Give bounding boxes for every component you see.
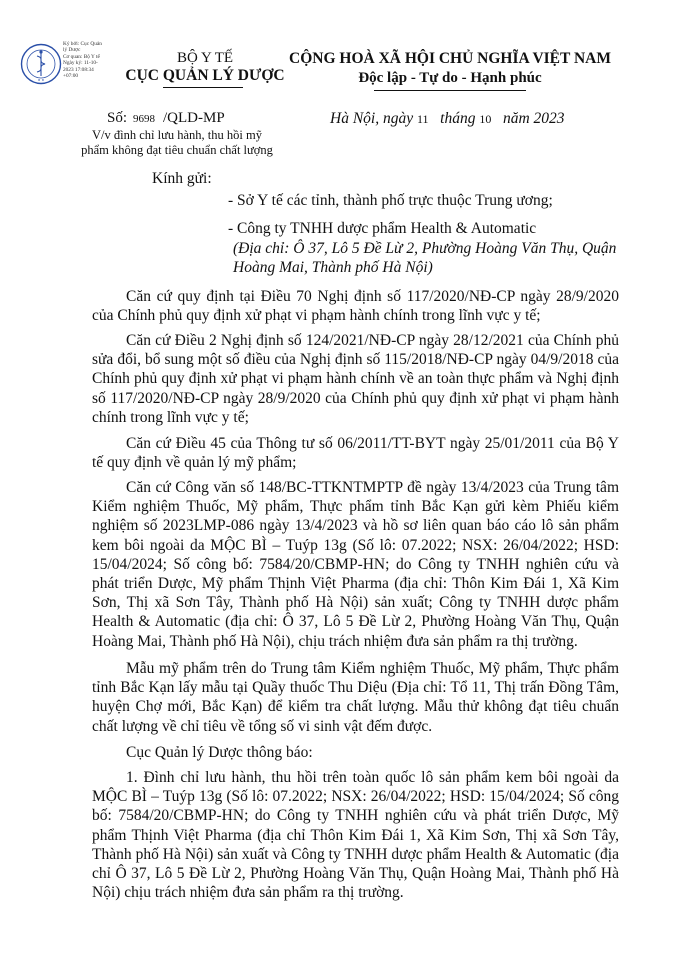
body-paragraph: Căn cứ Điều 2 Nghị định số 124/2021/NĐ-CP ngày 28/12/2021 của Chính phủ sửa đổi, bổ sung một số điều của Nghị định số 115/2018/NĐ-CP ngày 04/9/2018 của Chính phủ quy định xử phạt vi phạm hành chính về an toàn thực phẩm và Nghị định số 117/2020/NĐ-CP ngày 28/9/2020 của Chính phủ quy định xử phạt vi phạm hành chính trong lĩnh vực y tế; bbox=[92, 332, 619, 426]
signature-line: lý Dược bbox=[63, 47, 81, 54]
recipient-2-address: (Địa chỉ: Ô 37, Lô 5 Đề Lừ 2, Phường Hoàng Văn Thụ, Quận bbox=[233, 240, 617, 257]
signature-line: +07:00 bbox=[63, 73, 79, 80]
signature-line: Ký bởi: Cục Quản bbox=[63, 41, 102, 47]
recipient-2: - Công ty TNHH dược phẩm Health & Automatic bbox=[228, 220, 537, 237]
motto-underline bbox=[374, 90, 526, 91]
date-prefix: Hà Nội, ngày bbox=[330, 110, 414, 127]
doc-number-value: 9698 bbox=[133, 113, 156, 125]
body-paragraph: Căn cứ quy định tại Điều 70 Nghị định số 117/2020/NĐ-CP ngày 28/9/2020 của Chính phủ quy định xử phạt vi phạm hành chính trong lĩnh vực y tế; bbox=[92, 288, 619, 325]
country-title: CỘNG HOÀ XÃ HỘI CHỦ NGHĨA VIỆT NAM bbox=[289, 50, 611, 67]
svg-text:★ ★: ★ ★ bbox=[37, 78, 45, 82]
greeting: Kính gửi: bbox=[152, 170, 212, 187]
date-month: 10 bbox=[479, 112, 492, 126]
signature-line: 2023 17:08:34 bbox=[63, 66, 94, 73]
agency-seal-icon bbox=[20, 43, 62, 85]
recipient-2-address: Hoàng Mai, Thành phố Hà Nội) bbox=[233, 259, 433, 276]
body-paragraph: 1. Đình chỉ lưu hành, thu hồi trên toàn quốc lô sản phẩm kem bôi ngoài da MỘC BÌ – Tuýp 13g (Số lô: 07.2022; NSX: 26/04/2022; HSD: 15/04/2024; Số công bố: 7584/20/CBMP-HN; do Công ty TNHH nghiên cứu và phát triển Dược, Mỹ phẩm Thịnh Việt Pharma (địa chỉ Thôn Kim Đái 1, Xã Kim Sơn, Thị xã Sơn Tây, Thành phố Hà Nội) sản xuất và Công ty TNHH dược phẩm Health & Automatic (địa chỉ Ô 37, Lô 5 Đề Lừ 2, Phường Hoàng Văn Thụ, Quận Hoàng Mai, Thành phố Hà Nội) chịu trách nhiệm đưa sản phẩm ra thị trường. bbox=[92, 769, 619, 902]
date-year: năm 2023 bbox=[502, 110, 565, 127]
subject bbox=[72, 128, 282, 158]
subject-line: V/v đình chỉ lưu hành, thu hồi mỹ bbox=[92, 128, 262, 142]
document-number bbox=[107, 110, 225, 127]
doc-number-code: /QLD-MP bbox=[163, 110, 225, 126]
body-paragraph: Cục Quản lý Dược thông báo: bbox=[126, 744, 313, 761]
body-paragraph: Căn cứ Công văn số 148/BC-TTKNTMPTP đề ngày 13/4/2023 của Trung tâm Kiểm nghiệm Thuốc, Mỹ phẩm, Thực phẩm tỉnh Bắc Kạn gửi kèm Phiếu kiểm nghiệm số 2023LMP-086 ngày 13/4/2023 và hồ sơ liên quan báo cáo lô sản phẩm kem bôi ngoài da MỘC BÌ – Tuýp 13g (Số lô: 07.2022; NSX: 26/04/2022; HSD: 15/04/2024; Số công bố: 7584/20/CBMP-HN; do Công ty TNHH nghiên cứu và phát triển Dược, Mỹ phẩm Thịnh Việt Pharma (địa chỉ: Thôn Kim Đái 1, Xã Kim Sơn, Thị xã Sơn Tây, Thành phố Hà Nội) sản xuất; Công ty TNHH dược phẩm Health & Automatic (địa chỉ: Ô 37, Lô 5 Đề Lừ 2, Phường Hoàng Văn Thụ, Quận Hoàng Mai, Thành phố Hà Nội), chịu trách nhiệm đưa sản phẩm ra thị trường. bbox=[92, 479, 619, 650]
agency-underline bbox=[163, 87, 243, 88]
recipient-1: - Sở Y tế các tỉnh, thành phố trực thuộc Trung ương; bbox=[228, 192, 553, 209]
doc-number-label: Số: bbox=[107, 110, 128, 126]
date-day: 11 bbox=[416, 112, 429, 126]
ministry-name: BỘ Y TẾ bbox=[176, 50, 234, 66]
signature-line: Ngày ký: 11-10- bbox=[63, 60, 98, 67]
national-motto: Độc lập - Tự do - Hạnh phúc bbox=[358, 70, 542, 86]
body-paragraph: Mẫu mỹ phẩm trên do Trung tâm Kiểm nghiệm Thuốc, Mỹ phẩm, Thực phẩm tỉnh Bắc Kạn lấy mẫu tại Quầy thuốc Thu Diệu (Địa chỉ: Tổ 11, Thị trấn Đồng Tâm, huyện Chợ mới, Bắc Kạn) để kiểm tra chất lượng. Mẫu thử không đạt tiêu chuẩn chất lượng về chỉ tiêu về tổng số vi sinh vật đếm được. bbox=[92, 660, 619, 735]
document-date bbox=[330, 110, 565, 128]
date-month-label: tháng bbox=[440, 110, 476, 127]
agency-name: CỤC QUẢN LÝ DƯỢC bbox=[125, 67, 285, 84]
subject-line: phẩm không đạt tiêu chuẩn chất lượng bbox=[81, 143, 273, 157]
body-paragraph: Căn cứ Điều 45 của Thông tư số 06/2011/TT-BYT ngày 25/01/2011 của Bộ Y tế quy định về quản lý mỹ phẩm; bbox=[92, 435, 619, 472]
signature-line: Cơ quan: Bộ Y tế bbox=[63, 53, 100, 60]
